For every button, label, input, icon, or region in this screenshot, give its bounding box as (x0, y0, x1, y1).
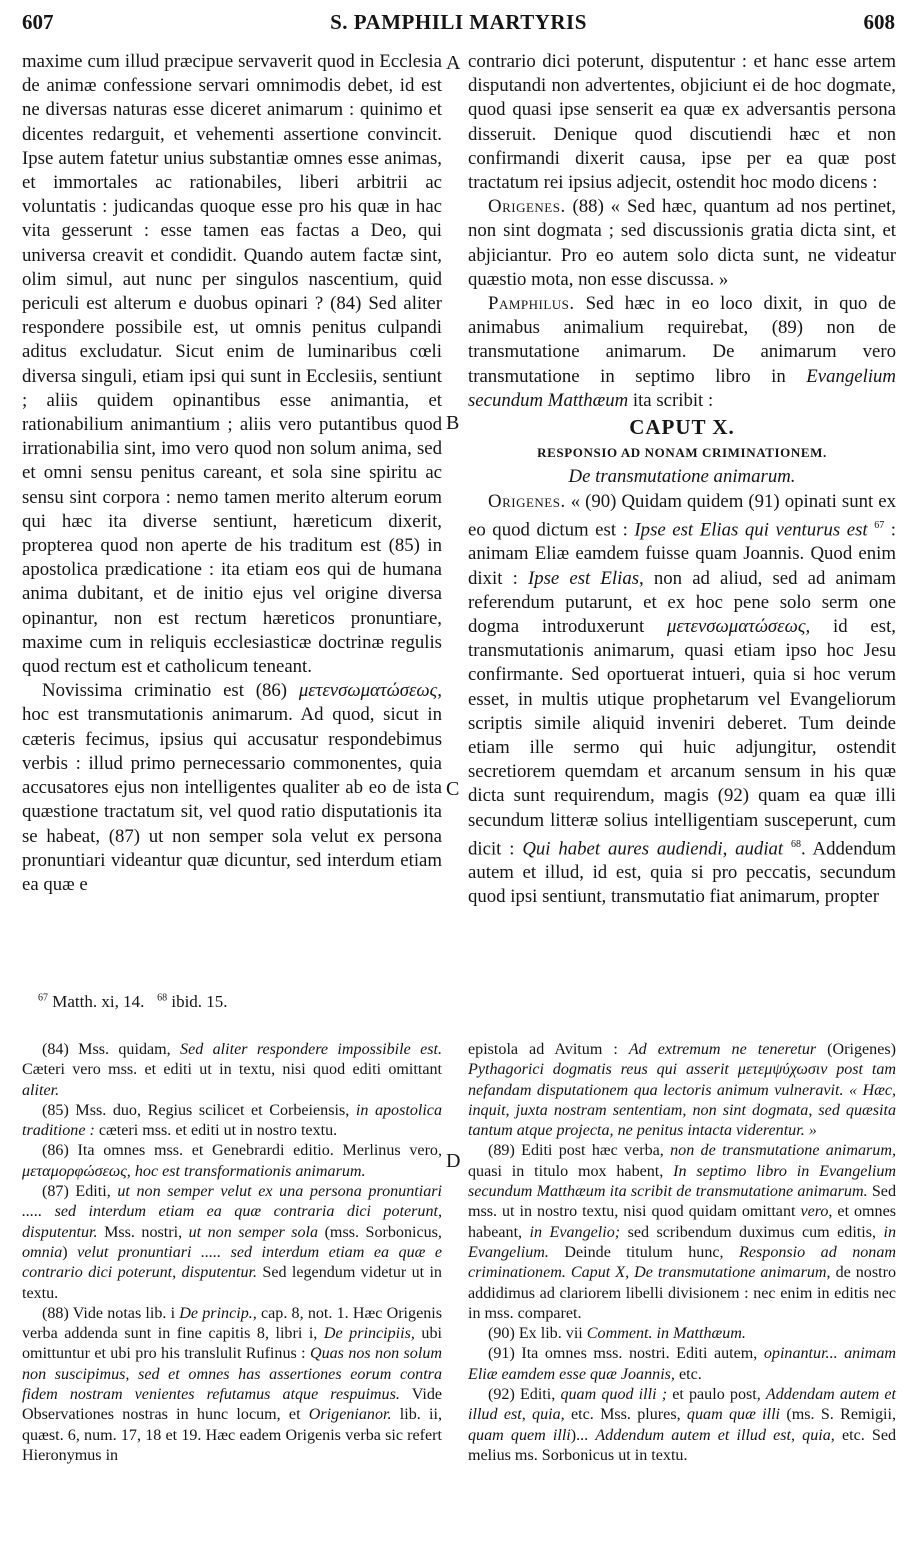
right-paragraph-1: contrario dici poterunt, disputentur : et hanc esse artem disputandi non advertentes, objiciunt ei de hoc dogmate, quod quasi ipse senserit ea quæ ex adversantis persona disseruit. Denique quod discutiendi hæc et non confirmandi dixerit causa, ipse per ea quæ post tractatum rei ipsius adjecit, ostendit hoc modo dicens : (468, 51, 896, 194)
speaker-origenes: Origenes. (488, 196, 566, 218)
note-84: (84) Mss. quidam, Sed aliter respondere impossibile est. Cæteri vero mss. et editi ut in textu, nisi quod editi omittant aliter. (22, 1041, 442, 1099)
right-page-number: 608 (863, 10, 895, 34)
greek-term: μετενσωματώσεως, (667, 615, 811, 637)
page-header (22, 10, 895, 40)
right-text-column (468, 50, 896, 910)
note-88: (88) Vide notas lib. i De princip., cap. 8, not. 1. Hæc Origenis verba addenda sunt in fine capitis 8, libri i, De principiis, ubi omittuntur et ubi pro his translulit Rufinus : Quas nos non solum non suscipimus, sed et omnes has assertiones eorum contra fidem nostram venientes refutamus atque respuimus. Vide Observationes nostras in hunc locum, et Origenianor. lib. ii, quæst. 6, num. 17, 18 et 19. Hæc eadem Origenis verba sic refert Hieronymus in (22, 1304, 443, 1464)
speaker-pamphilus: Pamphilus. (488, 293, 575, 315)
right-paragraph-4: Origenes. « (90) Quidam quidem (91) opinati sunt ex eo quod dictum est : Ipse est Elias qui venturus est $^{67}$ : animam Eliæ eamdem fuisse quam Joannis. Quod enim dixit : Ipse est Elias, non ad aliud, sed ad animam referendum putarunt, et ex hoc pene solo serm one dogma introduxerunt μετενσωματώσεως, id est, transmutationis animarum, quasi etiam ipso hoc Jesu confirmante. Sed oportuerat intueri, quia si hoc verum esset, in multis utique prophetarum vel Evangeliorum scriptis simile aliquid inveniri deberet. Tum deinde etiam ille sermo qui huic adjungitur, ostendit secretiorem quemdam et arcanum sensum in his quæ dicta sunt requirendum, magis (92) quam ea quæ illi secundum litteræ solius intelligentiam susceperunt, cum dicit : Qui habet aures audiendi, audiat $^{68}$. Addendum autem et illud, id est, quia si pro peccatis, secundum quod ipsi sentiunt, transmutatio fiat animarum, propter (468, 490, 897, 908)
margin-marker-c: C (446, 778, 460, 800)
note-88-continued: epistola ad Avitum : Ad extremum ne teneretur (Origenes) Pythagorici dogmatis reus qui asserit μετεμψύχωσιν post tam nefandam disputationem qua lectoris animum vulneravit. « Hæc, inquit, juxta nostram sententiam, non sint dogmata, sed quæsita tantum atque projecta, ne penitus intacta viderentur. » (468, 1041, 896, 1140)
note-87: (87) Editi, ut non semper velut ex una persona pronuntiari ..... sed interdum etiam ea quæ contraria dici poterunt, disputentur. Mss. nostri, ut non semper sola (mss. Sorbonicus, omnia) velut pronuntiari ..... sed interdum etiam ea quæ e contrario dici poterunt, disputentur. Sed legendum videtur ut in textu. (22, 1183, 442, 1302)
note-91: (91) Ita omnes mss. nostri. Editi autem, opinantur... animam Eliæ eamdem esse quæ Joannis, etc. (468, 1345, 896, 1383)
left-paragraph-1: maxime cum illud præcipue servaverit quod in Ecclesia de animæ confessione servari omnimodis debet, id est ne diversas naturas esse diceret animarum : quinimo et dicentes redarguit, et vehementi assertione convincit. Ipse autem fatetur unius substantiæ omnes esse animas, et immortales ac rationabiles, liberi arbitrii ac voluntatis : judicandas quoque esse pro his quæ in hac vita gesserunt : esse tamen eas factas a Deo, qui universa creavit et condidit. Quando autem factæ sint, olim simul, aut nunc per singulos nascentium, quid periculi est alterum e duobus opinari ? (84) Sed aliter respondere possibile est, ut omnis penitus culpandi aditus excludatur. Sicut enim de luminaribus cœli diversa singuli, etiam ipsi qui sunt in Ecclesiis, sentiunt ; aliis quidem opinantibus esse animantia, et rationabilium animantium ; aliis vero putantibus quod irrationabilia sint, imo vero quod non solum anima, sed et omni sensu penitus careant, et sola sine spiritu ac sensu sint corpora : nemo tamen merito alterum eorum qui hæc ita diverse sentiunt, hæreticum dixerit, propterea quod non aperte de his traditum est (85) in apostolica prædicatione : ita etiam eos qui de humana anima dubitant, et de initio ejus vel origine diversa opinantur, non est rectum hæreticos pronuntiare, maxime cum in reliquis ecclesiasticæ doctrinæ regulis quod rectum est et catholicum teneant. (22, 51, 442, 678)
left-text-column (22, 50, 442, 897)
note-92: (92) Editi, quam quod illi ; et paulo post, Addendam autem et illud est, quia, etc. Mss. plures, quam quæ illi (ms. S. Remigii, quam quem illi)... Addendum autem et illud est, quia, etc. Sed melius ms. Sorbonicus ut in textu. (468, 1386, 897, 1464)
chapter-topic: De transmutatione animarum. (568, 466, 796, 488)
greek-term: μετενσωματώσεως, (298, 680, 442, 702)
left-paragraph-2: Novissima criminatio est (86) μετενσωματώσεως, hoc est transmutationis animarum. Ad quod, sicut in cæteris fecimus, ipsius qui accusatur respondebimus verbis : illud primo pernecessario commonentes, quia accusatores ejus non intelligentes qualiter ab eo de ista quæstione tractatum sit, vel quod ratio disputationis ita se habeat, (87) ut non semper sola velut ex persona pronuntiari videantur quæ dicuntur, sed interdum etiam ea quæ e (22, 680, 442, 895)
note-89: (89) Editi post hæc verba, non de transmutatione animarum, quasi in titulo mox habent, In septimo libro in Evangelium secundum Matthæum ita scribit de transmutatione animarum. Sed mss. ut in nostro textu, nisi quod quidam omittant vero, et omnes habeant, in Evangelio; sed scribendum duximus cum editis, in Evangelium. Deinde titulum hunc, Responsio ad nonam criminationem. Caput X, De transmutatione animarum, de nostro addidimus ad clariorem libelli divisionem : nec enim in editis nec in mss. comparet. (468, 1142, 897, 1322)
note-90: (90) Ex lib. vii Comment. in Matthæum. (488, 1325, 746, 1343)
notes-right-column (468, 1040, 896, 1466)
running-title: S. PAMPHILI MARTYRIS (330, 10, 587, 34)
right-paragraph-2: Origenes. (88) « Sed hæc, quantum ad nos pertinet, non sint dogmata ; sed discussionis gratia dicta sint, et abjiciantur. Pro eo autem solo dicta sunt, ne videatur quæstio mota, non esse discussa. » (468, 196, 896, 290)
chapter-subtitle: RESPONSIO AD NONAM CRIMINATIONEM. (537, 445, 827, 461)
margin-marker-b: B (446, 412, 460, 434)
scripture-footnote: $^{67}$ Matth. xi, 14. $^{68}$ ibid. 15. (38, 992, 228, 1011)
chapter-title: CAPUT X. (629, 415, 735, 440)
note-85: (85) Mss. duo, Regius scilicet et Corbeiensis, in apostolica traditione : cæteri mss. et editi ut in nostro textu. (22, 1101, 442, 1140)
right-paragraph-3: Pamphilus. Sed hæc in eo loco dixit, in quo de animabus animalium requirebat, (89) non de transmutatione animarum. De animarum vero transmutatione in septimo libro in Evangelium secundum Matthæum ita scribit : (468, 293, 896, 411)
notes-left-column (22, 1040, 442, 1466)
margin-marker-d: D (446, 1150, 461, 1172)
left-page-number: 607 (22, 10, 54, 34)
note-86: (86) Ita omnes mss. et Genebrardi editio. Merlinus vero, μεταμορφώσεως, hoc est transformationis animarum. (22, 1142, 442, 1180)
margin-marker-a: A (446, 52, 461, 74)
